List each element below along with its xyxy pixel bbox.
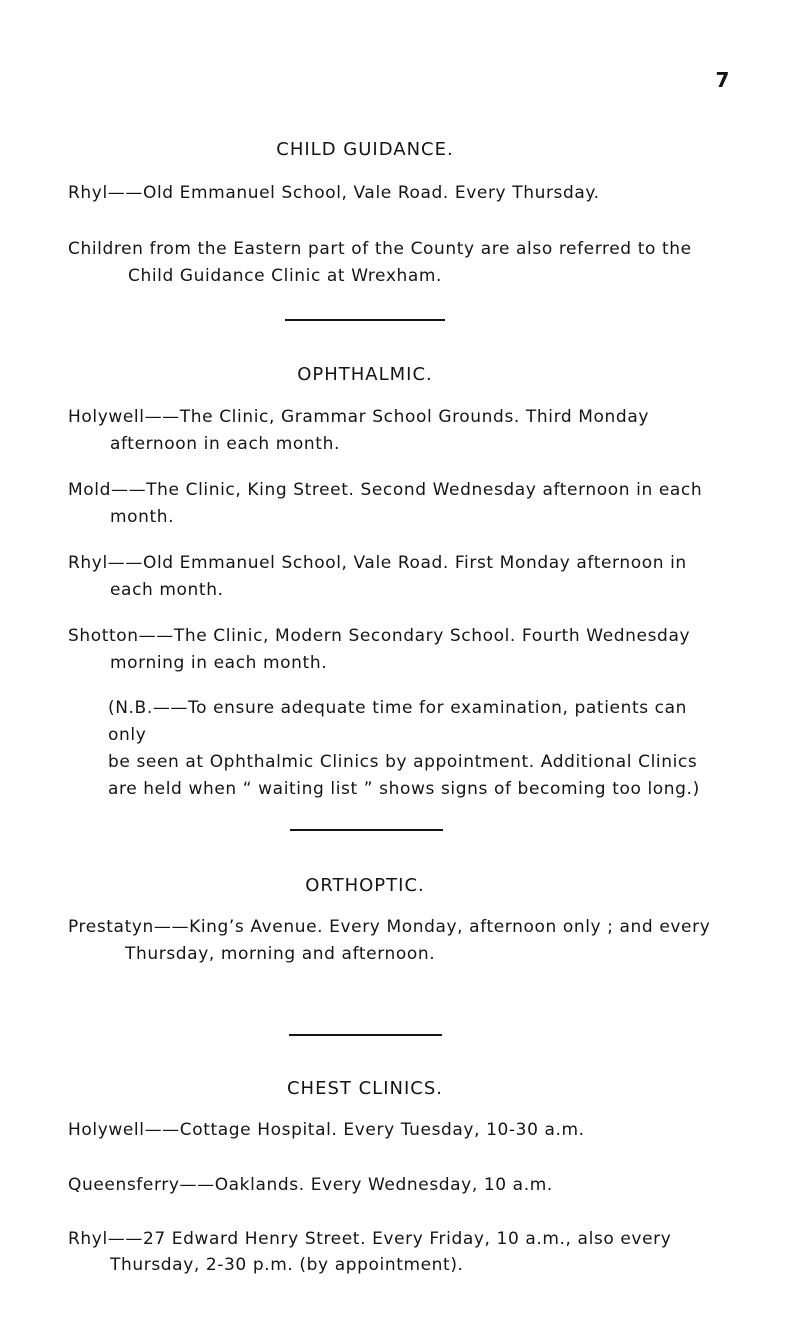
ophthalmic-mold-entry (68, 477, 713, 531)
section-divider (290, 829, 443, 831)
ophthalmic-shotton-entry (68, 623, 713, 677)
ophthalmic-nb-line-1: (N.B.——To ensure adequate time for examination, patients can only (108, 698, 688, 745)
ophthalmic-mold-line-2: month. (110, 507, 175, 527)
chest-clinics-heading: CHEST CLINICS. (286, 1078, 443, 1099)
orthoptic-prestatyn-line-1: Prestatyn——King’s Avenue. Every Monday, afternoon only ; and every (68, 917, 711, 937)
ophthalmic-rhyl-entry (68, 550, 713, 604)
ophthalmic-rhyl-line-1: Rhyl——Old Emmanuel School, Vale Road. First Monday afternoon in (68, 553, 687, 573)
section-divider (289, 1034, 442, 1036)
section-divider (285, 319, 445, 321)
ophthalmic-nb-line-3: are held when “ waiting list ” shows signs of becoming too long.) (108, 779, 700, 799)
child-guidance-rhyl-entry (68, 180, 713, 207)
orthoptic-heading: ORTHOPTIC. (305, 875, 425, 896)
ophthalmic-nb-note (108, 695, 714, 803)
chest-rhyl-entry (68, 1226, 713, 1277)
chest-rhyl-line-2: Thursday, 2-30 p.m. (by appointment). (110, 1255, 464, 1275)
ophthalmic-holywell-line-2: afternoon in each month. (110, 434, 340, 454)
chest-queensferry-entry (68, 1172, 713, 1199)
child-guidance-note-line-2: Child Guidance Clinic at Wrexham. (128, 266, 443, 286)
page-number: 7 (715, 68, 730, 92)
ophthalmic-holywell-entry (68, 404, 713, 458)
chest-holywell-text: Holywell——Cottage Hospital. Every Tuesday, 10-30 a.m. (68, 1120, 585, 1140)
orthoptic-prestatyn-entry (68, 914, 713, 968)
ophthalmic-heading: OPHTHALMIC. (297, 364, 433, 385)
orthoptic-prestatyn-line-2: Thursday, morning and afternoon. (125, 944, 436, 964)
ophthalmic-holywell-line-1: Holywell——The Clinic, Grammar School Grounds. Third Monday (68, 407, 649, 427)
ophthalmic-shotton-line-1: Shotton——The Clinic, Modern Secondary School. Fourth Wednesday (68, 626, 691, 646)
child-guidance-heading: CHILD GUIDANCE. (276, 139, 454, 160)
ophthalmic-rhyl-line-2: each month. (110, 580, 224, 600)
ophthalmic-mold-line-1: Mold——The Clinic, King Street. Second Wednesday afternoon in each (68, 480, 703, 500)
chest-rhyl-line-1: Rhyl——27 Edward Henry Street. Every Friday, 10 a.m., also every (68, 1229, 672, 1249)
child-guidance-wrexham-note (68, 236, 713, 290)
child-guidance-note-line-1: Children from the Eastern part of the County are also referred to the (68, 239, 692, 259)
child-guidance-rhyl-text: Rhyl——Old Emmanuel School, Vale Road. Every Thursday. (68, 183, 600, 203)
ophthalmic-nb-line-2: be seen at Ophthalmic Clinics by appointment. Additional Clinics (108, 752, 698, 772)
chest-holywell-entry (68, 1117, 713, 1144)
ophthalmic-shotton-line-2: morning in each month. (110, 653, 328, 673)
chest-queensferry-text: Queensferry——Oaklands. Every Wednesday, 10 a.m. (68, 1175, 553, 1195)
